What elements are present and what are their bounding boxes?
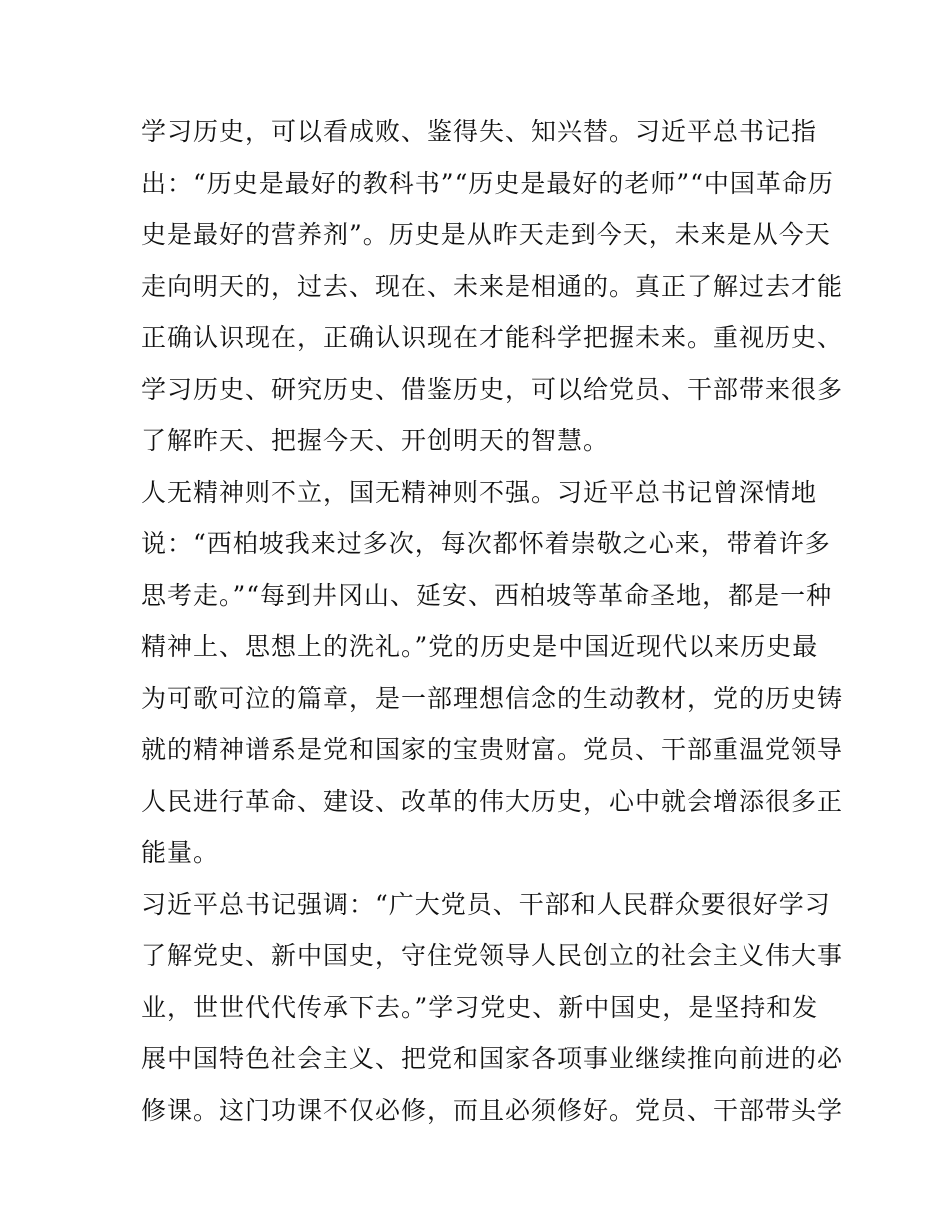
text-line: 业，世世代代传承下去。”学习党史、新中国史，是坚持和发 [141, 992, 819, 1022]
text-line: 展中国特色社会主义、把党和国家各项事业继续推向前进的必 [141, 1044, 844, 1073]
text-line: 就的精神谱系是党和国家的宝贵财富。党员、干部重温党领导 [141, 735, 844, 764]
text-line: 了解党史、新中国史，守住党领导人民创立的社会主义伟大事 [141, 941, 844, 970]
text-line: 了解昨天、把握今天、开创明天的智慧。 [141, 426, 610, 455]
text-line: 修课。这门功课不仅必修，而且必须修好。党员、干部带头学 [141, 1095, 844, 1125]
text-line: 思考走。”“每到井冈山、延安、西柏坡等革命圣地，都是一种 [141, 580, 833, 610]
text-line: 史是最好的营养剂”。历史是从昨天走到今天，未来是从今天 [141, 220, 831, 249]
text-line: 学习历史，可以看成败、鉴得失、知兴替。习近平总书记指 [141, 117, 818, 146]
text-line: 精神上、思想上的洗礼。”党的历史是中国近现代以来历史最 [141, 632, 819, 661]
text-line: 走向明天的，过去、现在、未来是相通的。真正了解过去才能 [141, 271, 844, 301]
text-line: 人无精神则不立，国无精神则不强。习近平总书记曾深情地 [141, 477, 818, 507]
text-line: 正确认识现在，正确认识现在才能科学把握未来。重视历史、 [141, 323, 844, 352]
text-line: 学习历史、研究历史、借鉴历史，可以给党员、干部带来很多 [141, 374, 844, 404]
text-line: 为可歌可泣的篇章，是一部理想信念的生动教材，党的历史铸 [141, 683, 844, 713]
text-line: 习近平总书记强调：“广大党员、干部和人民群众要很好学习 [141, 889, 831, 919]
text-line: 出：“历史是最好的教科书”“历史是最好的老师”“中国革命历 [141, 168, 834, 198]
text-line: 说：“西柏坡我来过多次，每次都怀着崇敬之心来，带着许多 [141, 529, 831, 558]
text-line: 能量。 [141, 838, 220, 867]
text-line: 人民进行革命、建设、改革的伟大历史，心中就会增添很多正 [141, 786, 844, 816]
body-text [141, 106, 844, 1136]
